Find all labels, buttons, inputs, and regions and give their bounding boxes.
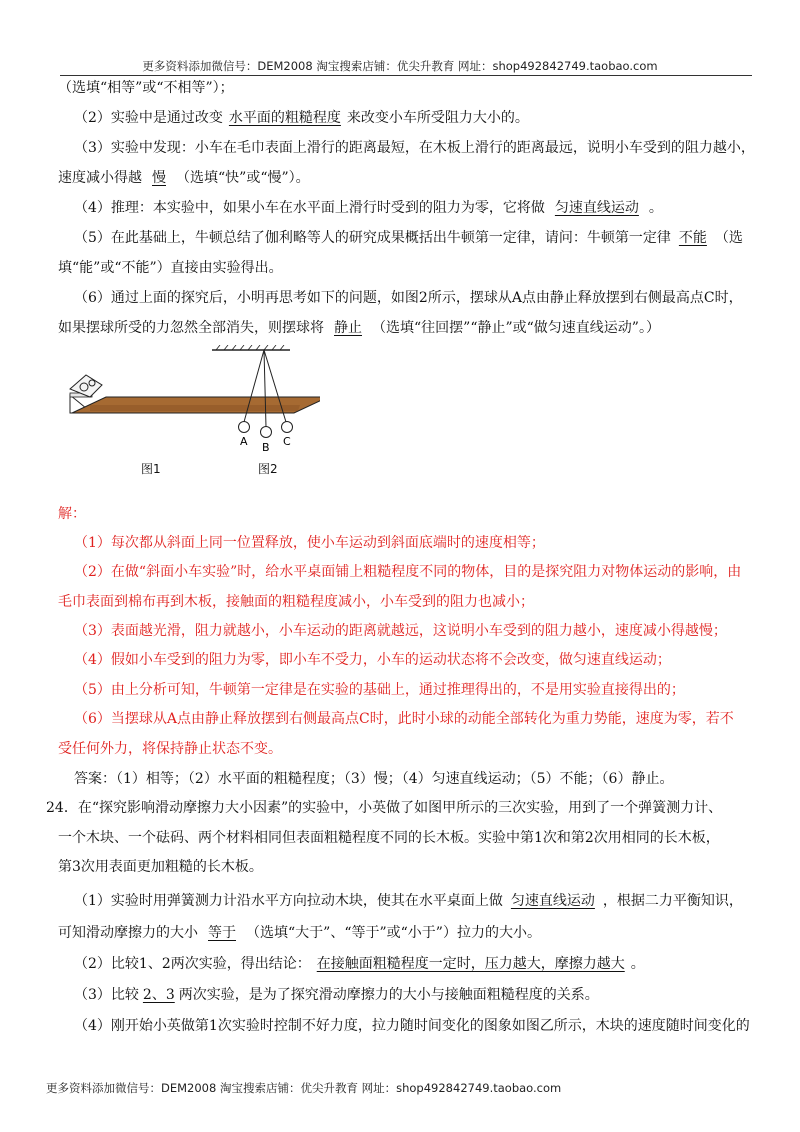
page-header: 更多资料添加微信号：DEM2008 淘宝搜索店铺：优尖升教育 网址：shop492842749.taobao.com: [142, 59, 658, 73]
solution-title: 解：: [58, 506, 86, 522]
q23-line-6: （5）在此基础上，牛顿总结了伽利略等人的研究成果概括出牛顿第一定律，请问：牛顿第一定律 不能 （选: [74, 230, 743, 246]
q24-line-6: （2）比较1、2两次实验，得出结论： 在接触面粗糙程度一定时，压力越大，摩擦力越大 。: [74, 956, 645, 972]
answer-line: 答案：（1）相等；（2）水平面的粗糙程度；（3）慢；（4）匀速直线运动；（5）不能；（6）静止。: [74, 771, 674, 787]
solution-line-4: （4）假如小车受到的阻力为零，即小车不受力，小车的运动状态将不会改变，做匀速直线运动；: [74, 652, 671, 668]
answer-blank: 静止: [334, 320, 362, 336]
solution-line-6a: （6）当摆球从A点由静止释放摆到右侧最高点C时，此时小球的动能全部转化为重力势能，速度为零，若不: [74, 711, 734, 727]
answer-blank: 2、3: [142, 987, 175, 1003]
figure-1-ramp: [70, 375, 320, 413]
point-b-label: B: [262, 441, 270, 454]
answer-blank: 匀速直线运动: [554, 200, 639, 216]
q24-line-3: 第3次用表面更加粗糙的长木板。: [58, 859, 263, 875]
page-footer: 更多资料添加微信号：DEM2008 淘宝搜索店铺：优尖升教育 网址：shop492842749.taobao.com: [46, 1081, 562, 1095]
q23-line-7: 填“能”或“不能”）直接由实验得出。: [58, 260, 283, 276]
q23-line-3: （3）实验中发现：小车在毛巾表面上滑行的距离最短，在木板上滑行的距离最远，说明小车受到的阻力越小，: [74, 140, 755, 156]
q23-line-2: （2）实验中是通过改变 水平面的粗糙程度 来改变小车所受阻力大小的。: [74, 110, 529, 126]
q23-line-5: （4）推理：本实验中，如果小车在水平面上滑行时受到的阻力为零，它将做 匀速直线运动 。: [74, 200, 663, 216]
answer-blank: 不能: [678, 230, 707, 246]
header-divider: [60, 75, 752, 76]
answer-blank: 慢: [152, 170, 166, 186]
answer-blank: 等于: [208, 925, 236, 941]
solution-line-5: （5）由上分析可知，牛顿第一定律是在实验的基础上，通过推理得出的，不是用实验直接得出的；: [74, 682, 685, 698]
point-a-label: A: [240, 435, 248, 448]
solution-line-1: （1）每次都从斜面上同一位置释放，使小车运动到斜面底端时的速度相等；: [74, 535, 545, 551]
q24-line-2: 一个木块、一个砝码、两个材料相同但表面粗糙程度不同的长木板。实验中第1次和第2次用相同的长木板，: [58, 830, 720, 846]
q24-line-8: （4）刚开始小英做第1次实验时控制不好力度，拉力随时间变化的图象如图乙所示，木块的速度随时间变化的: [74, 1018, 750, 1034]
point-c-label: C: [283, 435, 291, 448]
q24-line-4: （1）实验时用弹簧测力计沿水平方向拉动木块，使其在水平桌面上做 匀速直线运动 ，根据二力平衡知识，: [74, 893, 743, 909]
experiment-figures: [60, 345, 320, 475]
q23-line-4: 速度减小得越 慢 （选填“快”或“慢”）。: [58, 170, 310, 186]
solution-line-6b: 受任何外力，将保持静止状态不变。: [58, 741, 282, 757]
q23-line-9: 如果摆球所受的力忽然全部消失，则摆球将 静止 （选填“往回摆”“静止”或“做匀速直线运动”。）: [58, 320, 660, 336]
answer-blank: 水平面的粗糙程度: [228, 110, 341, 126]
q24-line-5: 可知滑动摩擦力的大小 等于 （选填“大于”、“等于”或“小于”）拉力的大小。: [58, 925, 541, 941]
figure-2-caption: 图2: [258, 462, 278, 476]
figure-1-caption: 图1: [141, 462, 161, 476]
answer-blank: 匀速直线运动: [510, 893, 595, 909]
q24-line-1: 24．在“探究影响滑动摩擦力大小因素”的实验中，小英做了如图甲所示的三次实验，用到了一个弹簧测力计、: [46, 800, 723, 816]
answer-blank: 在接触面粗糙程度一定时，压力越大，摩擦力越大: [316, 956, 625, 972]
solution-line-3: （3）表面越光滑，阻力就越小，小车运动的距离就越远，这说明小车受到的阻力越小，速度减小得越慢；: [74, 623, 727, 639]
q23-line-1: （选填“相等”或“不相等”）；: [58, 80, 234, 96]
q23-line-8: （6）通过上面的探究后，小明再思考如下的问题，如图2所示，摆球从A点由静止释放摆到右侧最高点C时，: [74, 290, 743, 306]
q24-line-7: （3）比较 2、3 两次实验，是为了探究滑动摩擦力的大小与接触面粗糙程度的关系。: [74, 987, 599, 1003]
solution-line-2a: （2）在做“斜面小车实验”时，给水平桌面铺上粗糙程度不同的物体，目的是探究阻力对物体运动的影响，由: [74, 564, 742, 580]
solution-line-2b: 毛巾表面到棉布再到木板，接触面的粗糙程度减小，小车受到的阻力也减小；: [58, 594, 534, 610]
